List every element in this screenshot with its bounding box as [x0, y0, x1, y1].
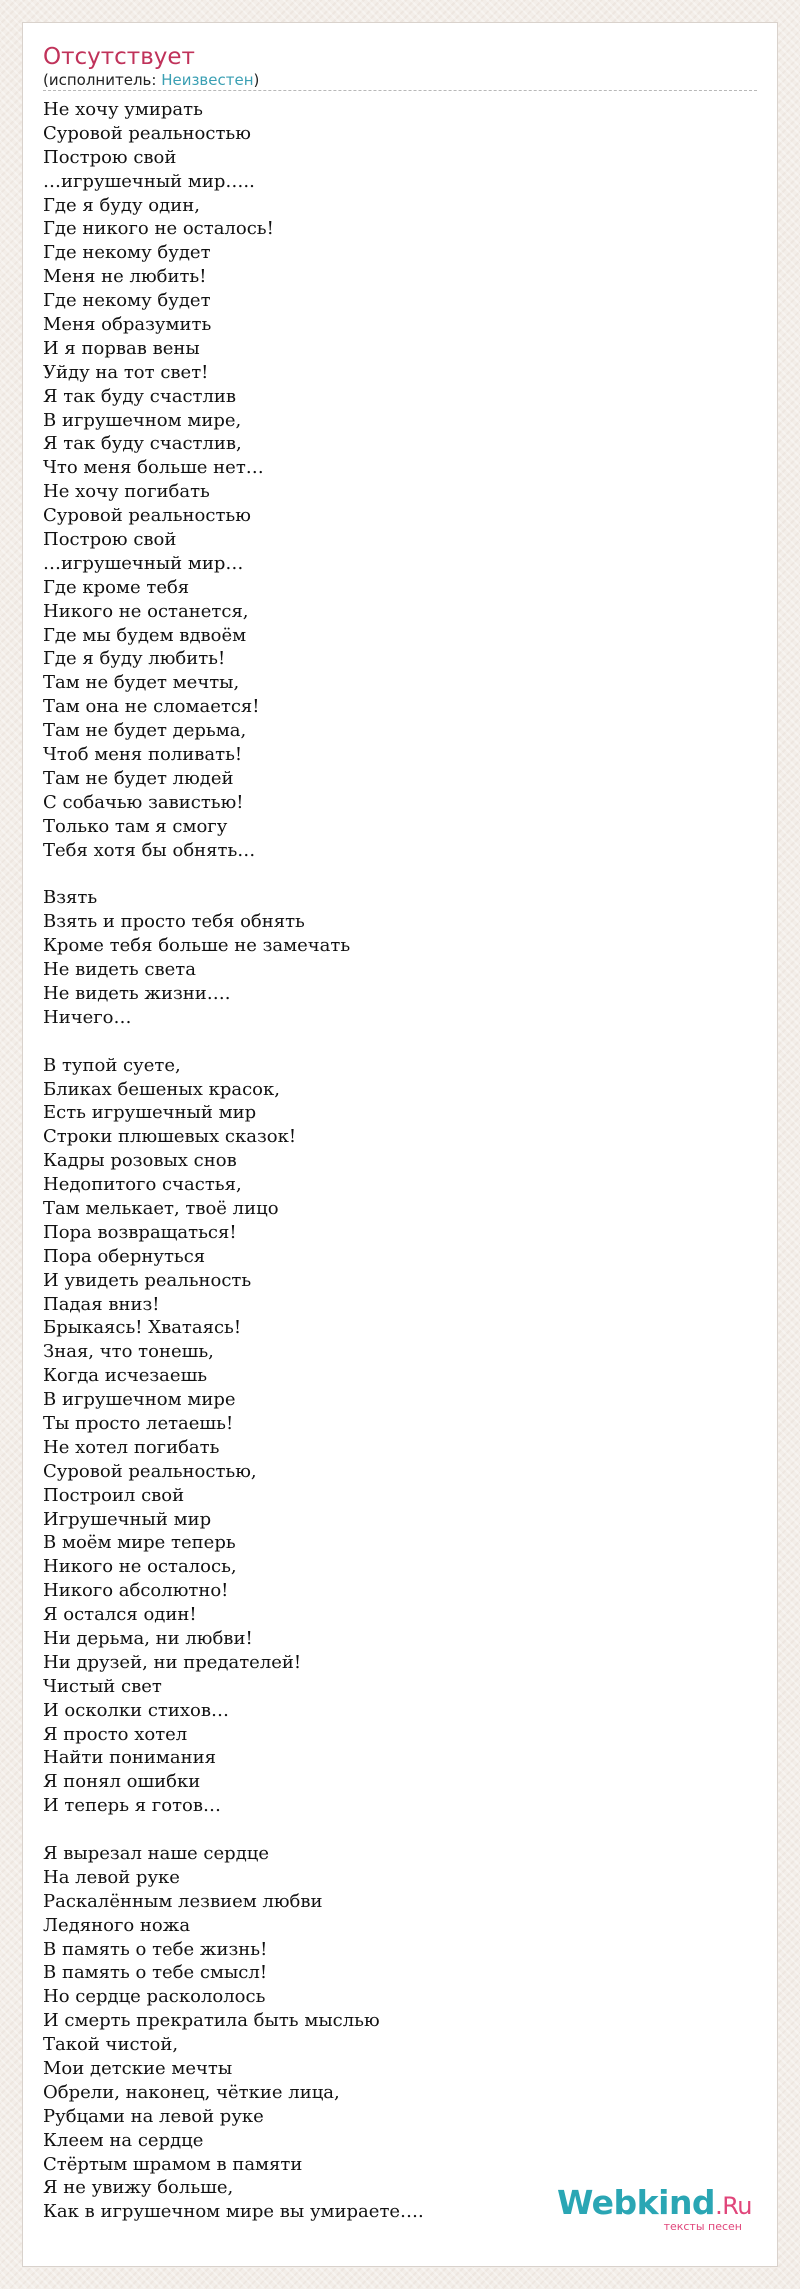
lyric-line: Где я буду один, [43, 194, 200, 216]
lyric-line: Я просто хотел [43, 1723, 188, 1745]
lyric-line: Где я буду любить! [43, 648, 226, 670]
lyric-line: Ты просто летаешь! [43, 1412, 234, 1434]
lyric-line: И смерть прекратила быть мыслью [43, 2010, 380, 2032]
lyric-line: Ничего… [43, 1006, 132, 1028]
lyric-line: Найти понимания [43, 1747, 217, 1769]
lyric-line: Ледяного ножа [43, 1914, 191, 1936]
lyric-line: Зная, что тонешь, [43, 1341, 214, 1363]
lyric-line: Обрели, наконец, чёткие лица, [43, 2081, 340, 2103]
lyric-line: Где некому будет [43, 242, 211, 264]
lyric-line: Там не будет дерьма, [43, 720, 247, 742]
lyric-line: Построил свой [43, 1484, 185, 1506]
lyric-line: Бликах бешеных красок, [43, 1078, 280, 1100]
lyric-line: Такой чистой, [43, 2034, 179, 2056]
lyric-line: Не хотел погибать [43, 1436, 220, 1458]
lyric-line: Есть игрушечный мир [43, 1102, 257, 1124]
lyric-line: И теперь я готов… [43, 1795, 221, 1817]
lyric-line: Меня не любить! [43, 266, 207, 288]
lyric-line: Рубцами на левой руке [43, 2105, 264, 2127]
lyric-line: Что меня больше нет… [43, 457, 264, 479]
lyric-line: Где мы будем вдвоём [43, 624, 247, 646]
lyric-line: Не хочу погибать [43, 481, 210, 503]
lyric-line: Я остался один! [43, 1604, 197, 1626]
lyric-line: Построю свой [43, 529, 177, 551]
lyric-line: Клеем на сердце [43, 2129, 204, 2151]
lyric-line: Недопитого счастья, [43, 1174, 242, 1196]
lyrics-stanza [43, 1054, 759, 1819]
lyric-line: Там не будет людей [43, 767, 234, 789]
lyric-line: Я понял ошибки [43, 1771, 201, 1793]
lyric-line: Меня образумить [43, 314, 212, 336]
lyrics-stanza [43, 886, 759, 1029]
lyric-line: Я вырезал наше сердце [43, 1843, 270, 1865]
lyrics-body [43, 98, 759, 2224]
lyric-line: Где некому будет [43, 290, 211, 312]
lyric-line: И я порвав вены [43, 337, 200, 359]
lyric-line: В моём мире теперь [43, 1532, 236, 1554]
lyric-line: Чистый свет [43, 1675, 162, 1697]
lyric-line: Как в игрушечном мире вы умираете…. [43, 2201, 424, 2223]
lyrics-card [22, 22, 778, 2267]
lyric-line: И увидеть реальность [43, 1269, 252, 1291]
lyric-line: В память о тебе жизнь! [43, 1938, 268, 1960]
logo-tld: .Ru [715, 2192, 752, 2220]
lyric-line: Я не увижу больше, [43, 2177, 234, 2199]
lyric-line: Не видеть света [43, 959, 196, 981]
lyric-line: Не видеть жизни…. [43, 982, 231, 1004]
lyric-line: Никого не осталось, [43, 1556, 237, 1578]
lyric-line: С собачью завистью! [43, 791, 244, 813]
lyric-line: Там она не сломается! [43, 696, 260, 718]
lyrics-stanza [43, 98, 759, 863]
lyric-line: И осколки стихов… [43, 1699, 229, 1721]
lyric-line: В тупой суете, [43, 1054, 181, 1076]
lyric-line: Падая вниз! [43, 1293, 160, 1315]
lyric-line: Построю свой [43, 146, 177, 168]
lyric-line: Стёртым шрамом в памяти [43, 2153, 303, 2175]
lyric-line: Брыкаясь! Хватаясь! [43, 1317, 242, 1339]
lyric-line: В игрушечном мире, [43, 409, 242, 431]
lyric-line: В память о тебе смысл! [43, 1962, 268, 1984]
lyric-line: Суровой реальностью [43, 122, 251, 144]
lyric-line: …игрушечный мир….. [43, 170, 255, 192]
lyric-line: Уйду на тот свет! [43, 361, 209, 383]
lyric-line: Раскалённым лезвием любви [43, 1890, 323, 1912]
song-title: Отсутствует [43, 44, 195, 70]
lyric-line: На левой руке [43, 1866, 180, 1888]
lyric-line: Взять и просто тебя обнять [43, 911, 305, 933]
lyric-line: …игрушечный мир… [43, 552, 244, 574]
lyric-line: Никого абсолютно! [43, 1580, 229, 1602]
artist-line [43, 70, 757, 91]
lyric-line: Суровой реальностью [43, 505, 251, 527]
logo-subtitle: тексты песен [663, 2220, 742, 2233]
artist-link[interactable]: Неизвестен [161, 71, 254, 89]
lyric-line: Кроме тебя больше не замечать [43, 935, 351, 957]
lyric-line: В игрушечном мире [43, 1389, 236, 1411]
lyric-line: Там мелькает, твоё лицо [43, 1197, 279, 1219]
lyrics-stanza [43, 1842, 759, 2224]
lyric-line: Никого не останется, [43, 600, 249, 622]
lyric-line: Тебя хотя бы обнять… [43, 839, 256, 861]
lyric-line: Строки плюшевых сказок! [43, 1126, 297, 1148]
logo-word: Webkind [556, 2183, 716, 2222]
artist-suffix: ) [253, 71, 260, 89]
lyric-line: Мои детские мечты [43, 2058, 233, 2080]
artist-prefix: (исполнитель: [43, 71, 162, 89]
lyric-line: Я так буду счастлив [43, 385, 237, 407]
lyric-line: Ни друзей, ни предателей! [43, 1651, 302, 1673]
lyric-line: Кадры розовых снов [43, 1150, 237, 1172]
lyric-line: Где никого не осталось! [43, 218, 274, 240]
lyric-line: Ни дерьма, ни любви! [43, 1628, 253, 1649]
lyric-line: Суровой реальностью, [43, 1460, 257, 1482]
lyric-line: Там не будет мечты, [43, 672, 240, 694]
lyric-line: Когда исчезаешь [43, 1365, 208, 1387]
site-logo [556, 2183, 752, 2233]
lyric-line: Но сердце раскололось [43, 1986, 266, 2008]
lyric-line: Я так буду счастлив, [43, 433, 242, 455]
lyric-line: Где кроме тебя [43, 576, 190, 598]
lyric-line: Не хочу умирать [43, 99, 203, 120]
lyric-line: Игрушечный мир [43, 1508, 212, 1530]
lyric-line: Только там я смогу [43, 815, 228, 837]
lyric-line: Чтоб меня поливать! [43, 744, 243, 766]
lyric-line: Пора обернуться [43, 1245, 206, 1267]
lyric-line: Взять [43, 887, 98, 909]
lyric-line: Пора возвращаться! [43, 1221, 237, 1243]
